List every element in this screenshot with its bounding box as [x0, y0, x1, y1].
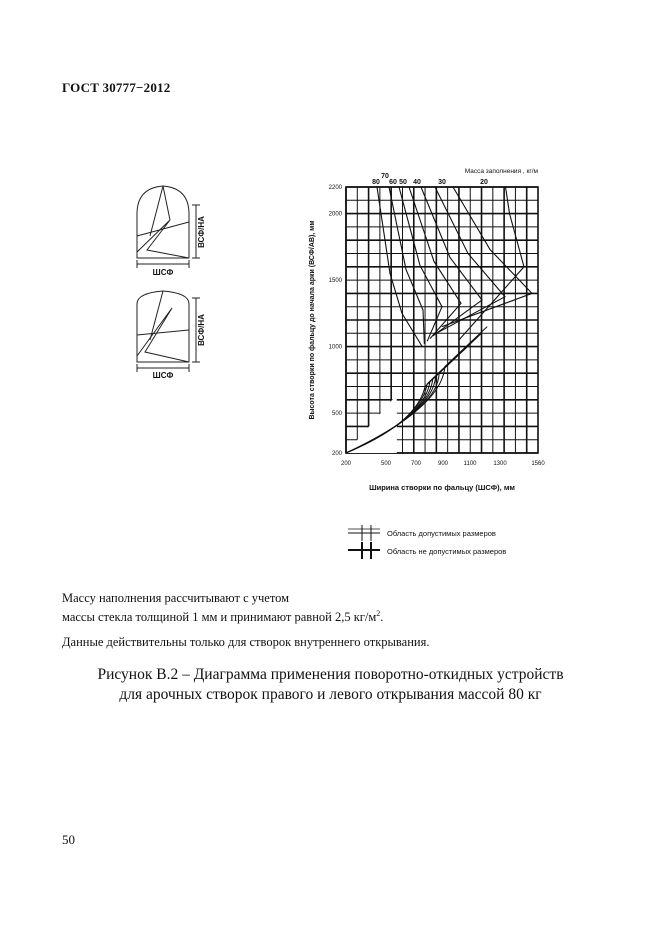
legend-not-allowed-symbol — [348, 542, 380, 559]
legend — [348, 525, 380, 559]
figure-caption-line-1: Рисунок В.2 – Диаграмма применения поворотно-откидных устройств — [97, 666, 564, 683]
note-line-2 — [62, 606, 383, 625]
x-axis-label: Ширина створки по фальцу (ШСФ), мм — [369, 483, 515, 492]
boundary-50 — [409, 187, 461, 339]
document-header: ГОСТ 30777−2012 — [62, 80, 171, 95]
mass-label-40: 40 — [413, 179, 421, 186]
chart — [309, 168, 545, 492]
y-tick-label: 2000 — [328, 211, 342, 218]
sketch-segment-arch — [137, 291, 200, 372]
mass-label-70: 70 — [381, 173, 389, 180]
y-tick-label: 500 — [331, 411, 342, 418]
sketch-round-arch — [137, 186, 200, 268]
note-line-1: Массу наполнения рассчитывают с учетом — [62, 591, 290, 605]
mass-label-80: 80 — [372, 179, 380, 186]
y-tick-label: 200 — [331, 451, 342, 457]
page-number: 50 — [62, 832, 75, 847]
note-line-2-text: массы стекла толщиной 1 мм и принимают равной 2,5 кг/м — [62, 610, 377, 625]
x-tick-label: 1560 — [531, 461, 545, 467]
legend-allowed-label: Область допустимых размеров — [387, 529, 496, 538]
legend-not-allowed-label: Область не допустимых размеров — [387, 547, 507, 556]
y-tick-label: 1000 — [328, 344, 342, 351]
y-tick-label: 1500 — [328, 278, 342, 285]
x-tick-label: 200 — [340, 461, 352, 467]
mass-label-20: 20 — [480, 179, 488, 186]
x-tick-label: 1300 — [493, 461, 507, 467]
unused-region — [346, 394, 397, 453]
legend-allowed-symbol — [348, 525, 380, 541]
figure-caption-line-2: для арочных створок правого и левого открывания массой 80 кг — [119, 686, 542, 703]
sketch-top-width-label: ШСФ — [152, 268, 174, 277]
mass-label-50: 50 — [399, 179, 407, 186]
y-axis-label: Высота створки по фальцу до начала арки (ВСФ/АВ), мм — [309, 220, 316, 420]
x-tick-label: 1100 — [463, 461, 477, 467]
x-tick-label: 700 — [410, 461, 422, 467]
sketch-bottom-width-label: ШСФ — [152, 371, 174, 380]
mass-label-60: 60 — [389, 179, 397, 186]
sketch-top-height-label: ВСФ/НА — [197, 216, 206, 248]
y-tick-label: 2200 — [328, 185, 342, 191]
note-line-2-end: . — [380, 610, 384, 625]
x-tick-label: 900 — [437, 461, 449, 467]
chart-title: Масса заполнения , кг/м — [464, 168, 538, 175]
x-tick-label: 500 — [380, 461, 392, 467]
chart-grid — [346, 187, 538, 453]
note-line-3: Данные действительны только для створок внутреннего открывания. — [62, 635, 430, 649]
note-line-2-superscript: 2 — [376, 609, 381, 618]
sketch-bottom-height-label: ВСФ/НА — [197, 314, 206, 346]
mass-label-30: 30 — [438, 179, 446, 186]
